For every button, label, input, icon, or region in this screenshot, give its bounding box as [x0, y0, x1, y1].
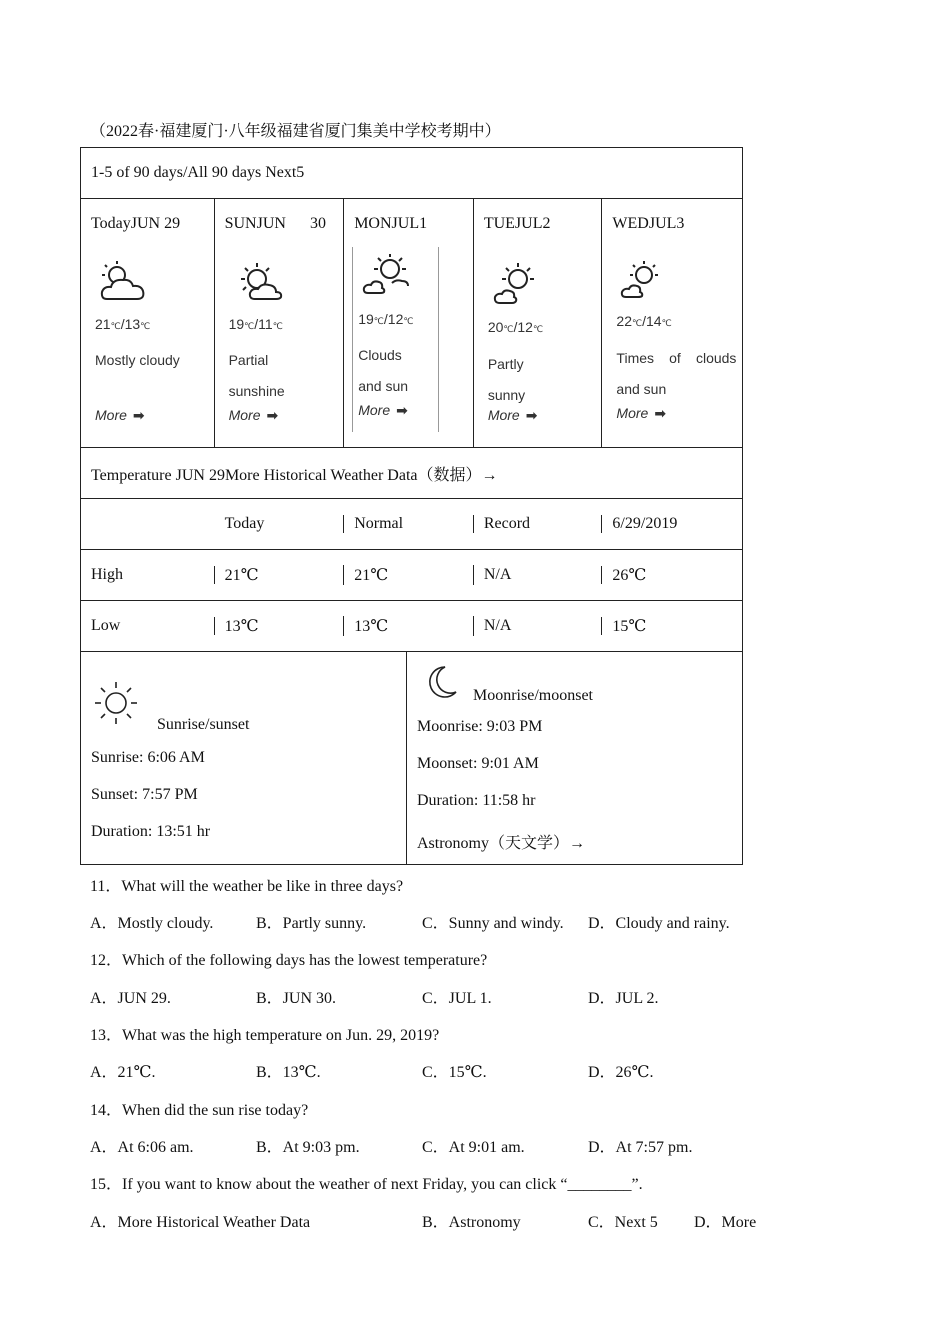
more-link[interactable]: More ➡ — [616, 405, 667, 421]
option: D．26℃. — [588, 1064, 654, 1081]
moonset-text: Moonset: 9:01 AM — [417, 755, 539, 772]
moon-title: Moonrise/moonset — [473, 687, 593, 704]
condition-text: Mostly cloudy — [95, 352, 180, 368]
option: C．JUL 1. — [422, 990, 492, 1007]
moon-panel — [407, 652, 742, 864]
table-cell: 26℃ — [612, 567, 647, 584]
option: A．JUN 29. — [90, 990, 171, 1007]
source-line: （2022春·福建厦门·八年级福建省厦门集美中学校考期中） — [90, 123, 501, 140]
option: D．Cloudy and rainy. — [588, 915, 730, 932]
day-name: MONJUL1 — [354, 215, 428, 232]
option: A．More Historical Weather Data — [90, 1214, 311, 1231]
day-card — [602, 199, 742, 447]
question-11: 11．What will the weather be like in three days? — [90, 878, 404, 895]
option: C．Next 5 — [588, 1214, 658, 1231]
day-name: WEDJUL3 — [612, 215, 685, 232]
sun-duration-text: Duration: 13:51 hr — [91, 823, 211, 840]
day-name: TUEJUL2 — [483, 215, 551, 232]
more-link[interactable]: More ➡ — [95, 407, 145, 423]
table-cell: 21℃ — [215, 565, 345, 585]
option: D．More — [694, 1214, 757, 1231]
more-link[interactable]: More ➡ — [358, 402, 408, 418]
arrow-right-icon: ➡ — [396, 402, 408, 418]
table-header-row — [81, 148, 742, 199]
col-header: Today — [215, 515, 345, 533]
more-link[interactable]: More ➡ — [487, 407, 538, 423]
sun-icon — [93, 680, 139, 726]
cloudy-icon — [97, 259, 157, 307]
sunrise-text: Sunrise: 6:06 AM — [91, 749, 205, 766]
option: B．Astronomy — [422, 1214, 521, 1231]
condition-text: Clouds and sun — [358, 347, 409, 394]
table-cell: 15℃ — [612, 618, 647, 635]
partly-sunny-icon — [231, 259, 291, 307]
astronomy-row — [81, 652, 742, 864]
sun-title: Sunrise/sunset — [157, 716, 250, 733]
temp-range: 20℃/12℃ — [487, 319, 544, 335]
question-15: 15．If you want to know about the weather of next Friday, you can click “________”. — [90, 1176, 643, 1193]
table-cell: 13℃ — [344, 616, 474, 636]
option: B．At 9:03 pm. — [256, 1139, 360, 1156]
weather-table — [80, 147, 743, 865]
option: D．At 7:57 pm. — [588, 1139, 693, 1156]
option: B．13℃. — [256, 1064, 321, 1081]
table-cell: N/A — [474, 617, 603, 635]
option: C．At 9:01 am. — [422, 1139, 525, 1156]
astronomy-link[interactable]: Astronomy（天文学）→ — [417, 835, 586, 852]
moon-icon — [425, 664, 459, 700]
forecast-row — [81, 199, 742, 448]
day-card — [81, 199, 215, 447]
day-name: TodayJUN 29 — [91, 215, 181, 232]
col-header: Record — [474, 515, 603, 533]
condition-text: Partial sunshine — [228, 352, 285, 399]
col-header: 6/29/2019 — [612, 515, 678, 532]
day-name: SUNJUN 30 — [224, 215, 326, 232]
question-12: 12．Which of the following days has the lowest temperature? — [90, 952, 488, 969]
temp-range: 21℃/13℃ — [95, 316, 151, 332]
option: B．JUN 30. — [256, 990, 337, 1007]
table-row — [81, 601, 742, 652]
arrow-right-icon: ➡ — [525, 407, 538, 423]
option: C．15℃. — [422, 1064, 487, 1081]
day-card — [344, 199, 474, 447]
option: B．Partly sunny. — [256, 915, 367, 932]
table-cell: N/A — [474, 566, 603, 584]
temp-range: 19℃/11℃ — [228, 316, 283, 332]
row-label: Low — [81, 617, 215, 635]
day-card — [215, 199, 345, 447]
pagination-text: 1-5 of 90 days/All 90 days Next5 — [91, 164, 305, 181]
question-14: 14．When did the sun rise today? — [90, 1102, 309, 1119]
option: A．Mostly cloudy. — [90, 915, 214, 932]
col-header: Normal — [344, 515, 474, 533]
condition-text: Partly sunny — [487, 356, 526, 403]
option: C．Sunny and windy. — [422, 915, 564, 932]
arrow-right-icon: ➡ — [132, 407, 145, 423]
arrow-right-icon: ➡ — [654, 405, 667, 421]
option: A．21℃. — [90, 1064, 156, 1081]
moon-duration-text: Duration: 11:58 hr — [417, 792, 536, 809]
option: A．At 6:06 am. — [90, 1139, 194, 1156]
option: D．JUL 2. — [588, 990, 659, 1007]
clouds-and-sun-icon — [360, 251, 420, 299]
sun-and-clouds-icon — [618, 257, 678, 305]
moonrise-text: Moonrise: 9:03 PM — [417, 718, 543, 735]
temp-range: 22℃/14℃ — [616, 313, 672, 329]
temp-range: 19℃/12℃ — [358, 311, 414, 327]
historical-data-link[interactable]: Temperature JUN 29More Historical Weather Data（数据）→ — [91, 466, 498, 484]
day-card — [474, 199, 603, 447]
temp-columns-row — [81, 499, 742, 550]
condition-text: Times of clouds and sun — [616, 350, 737, 397]
more-link[interactable]: More ➡ — [228, 407, 279, 423]
question-13: 13．What was the high temperature on Jun. 29, 2019? — [90, 1027, 440, 1044]
temperature-title-row — [81, 448, 742, 499]
row-label: High — [81, 566, 215, 584]
table-row — [81, 550, 742, 601]
partly-sunny-icon — [490, 259, 550, 307]
arrow-right-icon: ➡ — [266, 407, 279, 423]
table-cell: 13℃ — [215, 616, 345, 636]
table-cell: 21℃ — [344, 565, 474, 585]
sun-panel — [81, 652, 407, 864]
sunset-text: Sunset: 7:57 PM — [91, 786, 198, 803]
